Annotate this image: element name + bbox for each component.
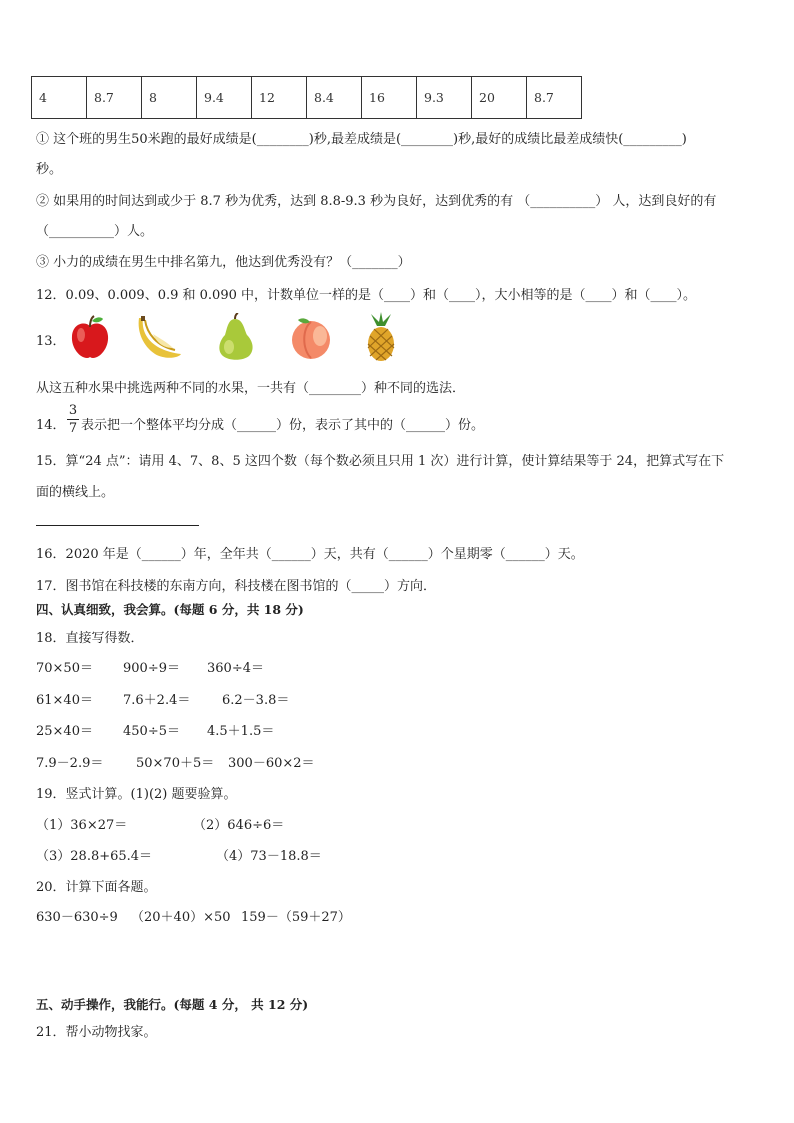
question-16: 16．2020 年是（______）年，全年共（______）天，共有（______）个星期零（______）天。: [36, 547, 584, 562]
pear-icon: [213, 313, 259, 361]
table-cell: 4: [32, 77, 87, 119]
calc-item: 300－60×2＝: [228, 756, 315, 771]
calc-item: （20＋40）×50: [131, 910, 231, 925]
calc-item: 70×50＝: [36, 661, 93, 676]
calc-item: 630－630÷9: [36, 910, 118, 925]
q11-part3: ③ 小力的成绩在男生中排名第九，他达到优秀没有？（_______）: [36, 255, 411, 270]
calc-item: 50×70＋5＝: [136, 756, 215, 771]
question-18-title: 18．直接写得数．: [36, 631, 144, 646]
table-cell: 12: [252, 77, 307, 119]
q11-part2-line1: ② 如果用的时间达到或少于 8.7 秒为优秀，达到 8.8-9.3 秒为良好，达到优秀的有 （__________） 人，达到良好的有: [36, 194, 717, 209]
q11-part1-line1: ① 这个班的男生50米跑的最好成绩是(________)秒,最差成绩是(________)秒,最好的成绩比最差成绩快(_________): [36, 132, 687, 147]
question-14-text: 表示把一个整体平均分成（______）份，表示了其中的（______）份。: [81, 418, 485, 433]
calc-item: 25×40＝: [36, 724, 93, 739]
calc-item: 7.9－2.9＝: [36, 756, 104, 771]
table-row: [32, 77, 582, 119]
calc-item: 450÷5＝: [123, 724, 180, 739]
question-13-number: 13．: [36, 334, 66, 349]
question-14-number: 14．: [36, 418, 66, 433]
calc-item: 6.2－3.8＝: [222, 693, 290, 708]
table-cell: 8: [142, 77, 197, 119]
calc-item: 159－（59＋27）: [241, 910, 351, 925]
table-cell: 16: [362, 77, 417, 119]
peach-icon: [288, 314, 334, 360]
calc-item: 7.6＋2.4＝: [123, 693, 191, 708]
table-cell: 8.7: [87, 77, 142, 119]
q11-part2-line2: （__________）人。: [36, 224, 154, 239]
answer-line: [36, 525, 199, 526]
section-5-heading: 五、动手操作，我能行。(每题 4 分， 共 12 分): [36, 997, 309, 1012]
apple-icon: [67, 314, 113, 360]
table-cell: 9.3: [417, 77, 472, 119]
fraction-3-7: [67, 403, 79, 436]
vertical-calc-item: （2）646÷6＝: [193, 818, 285, 833]
fraction-denominator: 7: [68, 421, 78, 436]
question-17: 17．图书馆在科技楼的东南方向，科技楼在图书馆的（_____）方向．: [36, 579, 437, 594]
question-20-title: 20．计算下面各题。: [36, 880, 157, 895]
calc-item: 4.5＋1.5＝: [207, 724, 275, 739]
fraction-numerator: 3: [68, 403, 78, 418]
pineapple-icon: [359, 312, 403, 362]
question-19-title: 19．竖式计算。(1)(2) 题要验算。: [36, 787, 237, 802]
table-cell: 8.4: [307, 77, 362, 119]
q11-part1-line2: 秒。: [36, 162, 63, 177]
score-table: [31, 76, 582, 119]
table-cell: 9.4: [197, 77, 252, 119]
calc-item: 360÷4＝: [207, 661, 264, 676]
table-cell: 8.7: [527, 77, 582, 119]
vertical-calc-item: （1）36×27＝: [36, 818, 128, 833]
calc-item: 900÷9＝: [123, 661, 180, 676]
section-4-heading: 四、认真细致，我会算。(每题 6 分，共 18 分): [36, 602, 304, 617]
vertical-calc-item: （3）28.8+65.4＝: [36, 849, 153, 864]
question-15-line1: 15．算“24 点”：请用 4、7、8、5 这四个数（每个数必须且只用 1 次）进行计算，使计算结果等于 24，把算式写在下: [36, 454, 725, 469]
table-cell: 20: [472, 77, 527, 119]
banana-icon: [135, 314, 185, 360]
vertical-calc-item: （4）73－18.8＝: [216, 849, 322, 864]
question-15-line2: 面的横线上。: [36, 485, 115, 500]
question-13-text: 从这五种水果中挑选两种不同的水果，一共有（________）种不同的选法．: [36, 381, 466, 396]
calc-item: 61×40＝: [36, 693, 93, 708]
question-12: 12．0.09、0.009、0.9 和 0.090 中，计数单位一样的是（____）和（____），大小相等的是（____）和（____）。: [36, 288, 696, 303]
fraction-bar: [67, 419, 79, 420]
question-21: 21．帮小动物找家。: [36, 1025, 157, 1040]
